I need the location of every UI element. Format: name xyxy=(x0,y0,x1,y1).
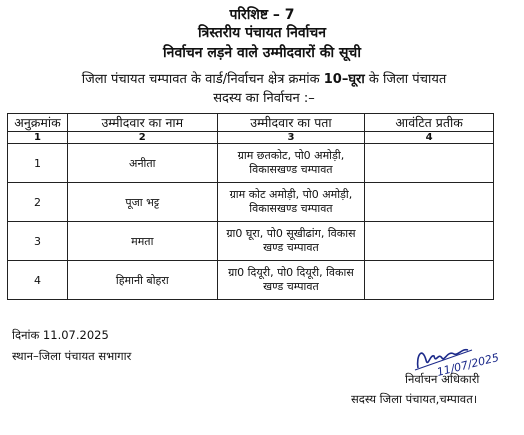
document-title: त्रिस्तरीय पंचायत निर्वाचन xyxy=(197,25,327,41)
candidate-name: हिमानी बोहरा xyxy=(67,261,217,300)
candidate-name: ममता xyxy=(67,222,217,261)
table-row xyxy=(8,183,494,222)
description-suffix: के जिला पंचायत xyxy=(364,72,447,87)
col-number: 2 xyxy=(67,132,217,144)
description-prefix: जिला पंचायत चम्पावत के वार्ड/निर्वाचन क्षेत्र क्रमांक xyxy=(81,72,324,87)
serial-number: 2 xyxy=(8,183,68,222)
header-serial: अनुक्रमांक xyxy=(8,114,68,132)
header-symbol: आवंटित प्रतीक xyxy=(365,114,494,132)
serial-number: 1 xyxy=(8,144,68,183)
candidates-table xyxy=(7,113,494,300)
table-row xyxy=(8,144,494,183)
allotted-symbol xyxy=(365,222,494,261)
table-row xyxy=(8,222,494,261)
election-description xyxy=(14,70,514,108)
allotted-symbol xyxy=(365,183,494,222)
document-place: स्थान–जिला पंचायत सभागार xyxy=(12,349,132,363)
description-line2: सदस्य का निर्वाचन :– xyxy=(213,91,315,106)
document-date: दिनांक 11.07.2025 xyxy=(12,328,109,342)
col-number: 4 xyxy=(365,132,494,144)
candidate-name: पूजा भट्ट xyxy=(67,183,217,222)
serial-number: 3 xyxy=(8,222,68,261)
header-name: उम्मीदवार का नाम xyxy=(67,114,217,132)
officer-department: सदस्य जिला पंचायत,चम्पावत। xyxy=(351,392,478,406)
candidate-address: ग्रा0 दियूरी, पो0 दियूरी, विकास खण्ड चम्पावत xyxy=(217,261,365,300)
candidate-address: ग्रा0 घूरा, पो0 सूखीढांग, विकास खण्ड चम्पावत xyxy=(217,222,365,261)
appendix-label: परिशिष्ट – 7 xyxy=(229,7,295,23)
document-subtitle: निर्वाचन लड़ने वाले उम्मीदवारों की सूची xyxy=(163,45,361,61)
column-number-row xyxy=(8,132,494,144)
col-number: 1 xyxy=(8,132,68,144)
table-row xyxy=(8,261,494,300)
allotted-symbol xyxy=(365,261,494,300)
candidate-address: ग्राम छतकोट, पो0 अमोड़ी, विकासखण्ड चम्पावत xyxy=(217,144,365,183)
header-address: उम्मीदवार का पता xyxy=(217,114,365,132)
signature-date: 11/07/2025 xyxy=(435,350,501,379)
candidate-name: अनीता xyxy=(67,144,217,183)
table-header-row xyxy=(8,114,494,132)
col-number: 3 xyxy=(217,132,365,144)
ward-name: 10–घूरा xyxy=(323,72,365,87)
allotted-symbol xyxy=(365,144,494,183)
candidate-address: ग्राम कोट अमोड़ी, पो0 अमोड़ी, विकासखण्ड चम्पावत xyxy=(217,183,365,222)
officer-title: निर्वाचन अधिकारी xyxy=(405,372,480,386)
serial-number: 4 xyxy=(8,261,68,300)
